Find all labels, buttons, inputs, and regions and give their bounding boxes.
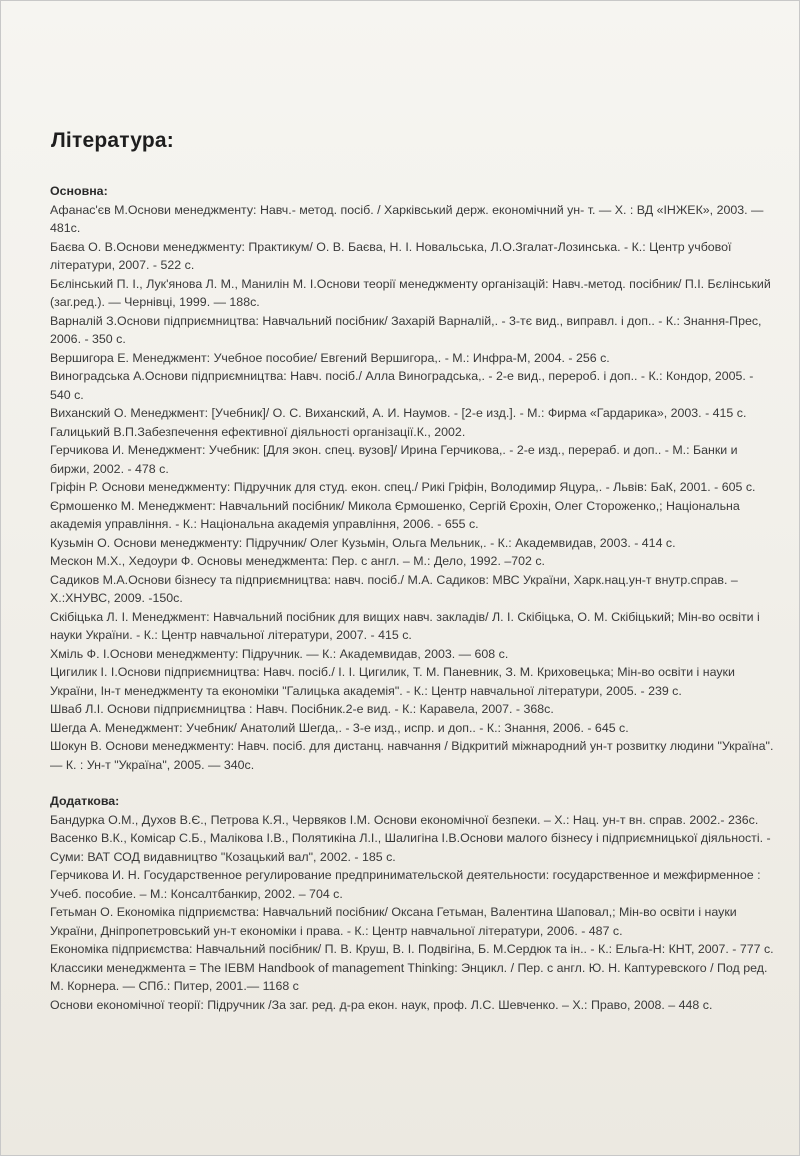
reference-entry: Бєлінський П. І., Лук'янова Л. М., Манилін М. І.Основи теорії менеджменту організацій: Навч.-метод. посібник/ П.І. Бєлінський (заг.ред.). — Чернівці, 1999. — 188с. <box>50 276 771 309</box>
reference-entry: Економіка підприємства: Навчальний посібник/ П. В. Круш, В. І. Подвігіна, Б. М.Сердюк та ін.. - К.: Ельга-Н: КНТ, 2007. - 777 с. <box>50 942 774 956</box>
reference-entry: Мескон М.Х., Хедоури Ф. Основы менеджмента: Пер. с англ. – М.: Дело, 1992. –702 с. <box>50 554 545 568</box>
reference-entry: Шокун В. Основи менеджменту: Навч. посіб. для дистанц. навчання / Відкритий міжнародний ун-т розвитку людини "Україна". — К. : Ун-т "Україна", 2005. — 340с. <box>50 739 774 772</box>
reference-entry: Кузьмін О. Основи менеджменту: Підручник/ Олег Кузьмін, Ольга Мельник,. - К.: Академвидав, 2003. - 414 с. <box>50 535 676 550</box>
reference-entry: Бандурка О.М., Духов В.Є., Петрова К.Я., Червяков І.М. Основи економічної безпеки. – Х.: Нац. ун-т вн. справ. 2002.- 236с. <box>50 812 759 827</box>
reference-entry: Гріфін Р. Основи менеджменту: Підручник для студ. екон. спец./ Рикі Гріфін, Володимир Яцура,. - Львів: БаК, 2001. - 605 с. <box>50 480 756 494</box>
reference-entry: Герчикова И. Менеджмент: Учебник: [Для экон. спец. вузов]/ Ирина Герчикова,. - 2-е изд., перераб. и доп.. - М.: Банки и биржи, 2002. - 478 с. <box>50 443 738 476</box>
section-spacer <box>50 774 774 792</box>
reference-entry: Баєва О. В.Основи менеджменту: Практикум/ О. В. Баєва, Н. І. Новальська, Л.О.Згалат-Лозинська. - К.: Центр учбової літератури, 2007. - 522 с. <box>50 239 732 272</box>
reference-entry: Виханский О. Менеджмент: [Учебник]/ О. С. Виханский, А. И. Наумов. - [2-е изд.]. - М.: Фирма «Гардарика», 2003. - 415 с. <box>50 406 747 420</box>
reference-entry: Виноградська А.Основи підприємництва: Навч. посіб./ Алла Виноградська,. - 2-е вид., перероб. і доп.. - К.: Кондор, 2005. - 540 с. <box>50 369 754 402</box>
reference-entry: Скібіцька Л. І. Менеджмент: Навчальний посібник для вищих навч. закладів/ Л. І. Скібіцька, О. М. Скібіцький; Мін-во освіти і науки України. - К.: Центр навчальної літератури, 2007. - 415 с. <box>50 609 760 642</box>
reference-entry: Галицький В.П.Забезпечення ефективної діяльності організації.К., 2002. <box>50 424 466 439</box>
main-section-title: Основна: <box>50 184 108 198</box>
reference-entry: Садиков М.А.Основи бізнесу та підприємництва: навч. посіб./ М.А. Садиков: МВС України, Харк.нац.ун-т внутр.справ. –Х.:ХНУВС, 2009. -150с. <box>50 572 738 605</box>
reference-entry: Шваб Л.І. Основи підприємництва : Навч. Посібник.2-е вид. - К.: Каравела, 2007. - 368с. <box>50 702 554 716</box>
additional-list <box>50 811 774 1015</box>
additional-section-title: Додаткова: <box>50 794 120 808</box>
page-title: Література: <box>51 129 174 152</box>
reference-entry: Основи економічної теорії: Підручник /За заг. ред. д-ра екон. наук, проф. Л.С. Шевченко. – Х.: Право, 2008. – 448 с. <box>50 997 713 1012</box>
main-list <box>50 201 774 775</box>
bibliography <box>50 182 774 1014</box>
reference-entry: Шегда А. Менеджмент: Учебник/ Анатолий Шегда,. - 3-е изд., испр. и доп.. - К.: Знання, 2006. - 645 с. <box>50 720 629 735</box>
reference-entry: Гетьман О. Економіка підприємства: Навчальний посібник/ Оксана Гетьман, Валентина Шаповал,; Мін-во освіти і науки України, Дніпропетровський ун-т економіки і права. - К.: Центр навчальної літератури, 2006. - 487 с. <box>50 905 737 938</box>
reference-entry: Єрмошенко М. Менеджмент: Навчальний посібник/ Микола Єрмошенко, Сергій Єрохін, Олег Стороженко,; Національна академія управління. - К.: Національна академія управління, 2006. - 655 с. <box>50 498 740 531</box>
reference-entry: Герчикова И. Н. Государственное регулирование предпринимательской деятельности: государственное и межфирменное : Учеб. пособие. – М.: Консалтбанкир, 2002. – 704 с. <box>50 868 761 901</box>
reference-entry: Цигилик І. І.Основи підприємництва: Навч. посіб./ І. І. Цигилик, Т. М. Паневник, З. М. Криховецька; Мін-во освіти і науки України, Ін-т менеджменту та економіки "Галицька академія". - К.: Центр навчальної літератури, 2005. - 239 с. <box>50 665 735 698</box>
reference-entry: Классики менеджмента = The IEBM Handbook of management Thinking: Энцикл. / Пер. с англ. Ю. Н. Каптуревского / Под ред. М. Корнера. — СПб.: Питер, 2001.— 1168 с <box>50 960 768 993</box>
reference-entry: Хміль Ф. І.Основи менеджменту: Підручник. — К.: Академвидав, 2003. — 608 с. <box>50 646 509 661</box>
reference-entry: Васенко В.К., Комісар С.Б., Малікова І.В., Полятикіна Л.І., Шалигіна І.В.Основи малого бізнесу і підприємницької діяльності. - Суми: ВАТ СОД видавництво "Козацький вал", 2002. - 185 с. <box>50 831 771 864</box>
reference-entry: Варналій З.Основи підприємництва: Навчальний посібник/ Захарій Варналій,. - 3-тє вид., виправл. і доп.. - К.: Знання-Прес, 2006. - 350 с. <box>50 313 762 346</box>
reference-entry: Афанас'єв М.Основи менеджменту: Навч.- метод. посіб. / Харківський держ. економічний ун- т. — Х. : ВД «ІНЖЕК», 2003. — 481с. <box>50 202 764 235</box>
reference-entry: Вершигора Е. Менеджмент: Учебное пособие/ Евгений Вершигора,. - М.: Инфра-М, 2004. - 256 с. <box>50 350 610 365</box>
